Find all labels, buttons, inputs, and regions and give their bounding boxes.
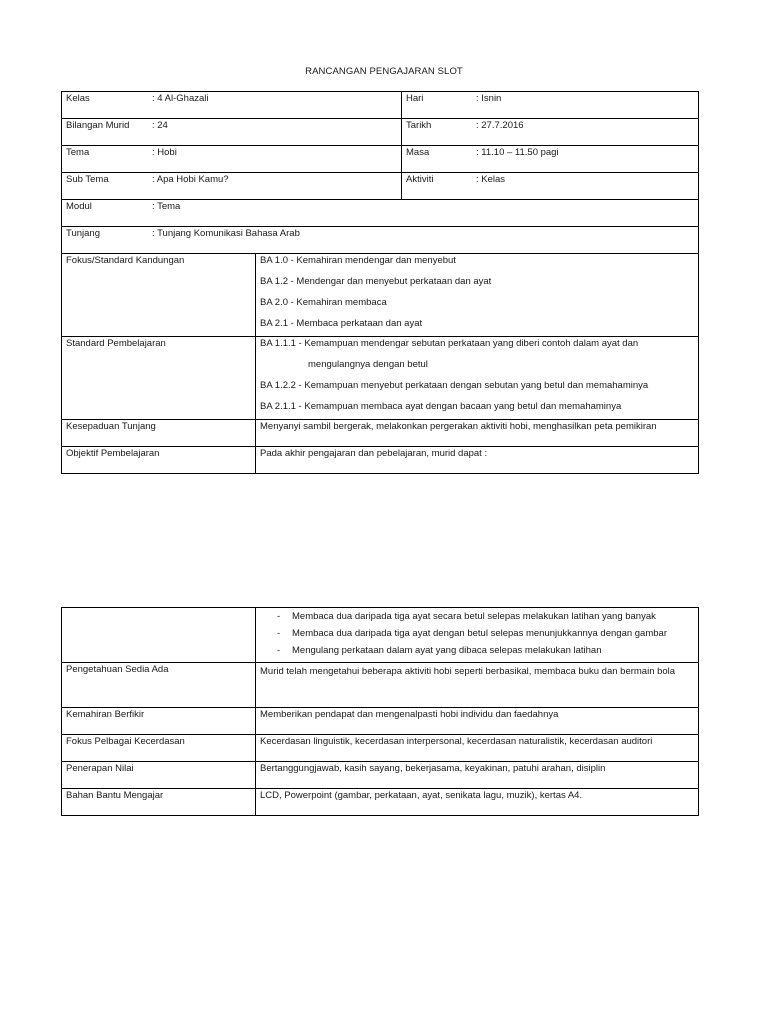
tarikh-label: Tarikh — [406, 120, 432, 131]
row-fokus — [62, 254, 699, 337]
row-kemahiran — [62, 708, 699, 735]
row-objektif-list — [62, 608, 699, 663]
row-tunjang — [62, 227, 699, 254]
row-bilangan-tarikh — [62, 119, 699, 146]
aktiviti-value: : Kelas — [476, 174, 506, 185]
objektif-list — [256, 608, 699, 663]
tunjang-value: : Tunjang Komunikasi Bahasa Arab — [152, 228, 300, 239]
fokus-label: Fokus/Standard Kandungan — [62, 254, 256, 337]
cell-hari — [402, 92, 699, 119]
hari-value: : Isnin — [476, 93, 502, 104]
objektif-label: Objektif Pembelajaran — [62, 447, 256, 474]
kelas-value: : 4 Al-Ghazali — [152, 93, 209, 104]
cell-bilangan — [62, 119, 402, 146]
objektif-value: Pada akhir pengajaran dan pebelajaran, murid dapat : — [256, 447, 699, 474]
tarikh-value: : 27.7.2016 — [476, 120, 524, 131]
nilai-value: Bertanggungjawab, kasih sayang, bekerjasama, keyakinan, patuhi arahan, disiplin — [256, 762, 699, 789]
pengetahuan-label: Pengetahuan Sedia Ada — [62, 663, 256, 708]
row-kesepaduan — [62, 420, 699, 447]
pengetahuan-value: Murid telah mengetahui beberapa aktiviti hobi seperti berbasikal, membaca buku dan bermain bola — [256, 663, 699, 708]
tema-value: : Hobi — [152, 147, 177, 158]
kecerdasan-value: Kecerdasan linguistik, kecerdasan interpersonal, kecerdasan naturalistik, kecerdasan auditori — [256, 735, 699, 762]
bilangan-value: : 24 — [152, 120, 168, 131]
row-kecerdasan — [62, 735, 699, 762]
cell-subtema — [62, 173, 402, 200]
objektif-item: - Mengulang perkataan dalam ayat yang dibaca selepas melakukan latihan — [277, 645, 602, 656]
bahan-label: Bahan Bantu Mengajar — [62, 789, 256, 816]
lesson-plan-table-bottom — [61, 607, 699, 816]
row-kelas-hari — [62, 92, 699, 119]
objektif-item: - Membaca dua daripada tiga ayat secara betul selepas melakukan latihan yang banyak — [277, 611, 656, 622]
nilai-label: Penerapan Nilai — [62, 762, 256, 789]
kesepaduan-label: Kesepaduan Tunjang — [62, 420, 256, 447]
modul-label: Modul — [66, 201, 92, 212]
lesson-plan-table-top — [61, 91, 699, 474]
row-objektif — [62, 447, 699, 474]
bullet-dash: - — [277, 645, 281, 656]
kemahiran-label: Kemahiran Berfikir — [62, 708, 256, 735]
cell-tunjang — [62, 227, 699, 254]
bullet-dash: - — [277, 611, 281, 622]
bullet-dash: - — [277, 628, 281, 639]
row-standard — [62, 337, 699, 420]
masa-value: : 11.10 – 11.50 pagi — [476, 147, 559, 158]
aktiviti-label: Aktiviti — [406, 174, 434, 185]
tema-label: Tema — [66, 147, 90, 158]
standard-item: BA 2.1.1 - Kemampuan membaca ayat dengan bacaan yang betul dan memahaminya — [260, 401, 622, 412]
row-pengetahuan — [62, 663, 699, 708]
row-tema-masa — [62, 146, 699, 173]
fokus-item: BA 1.0 - Kemahiran mendengar dan menyebut — [260, 255, 456, 266]
row-modul — [62, 200, 699, 227]
fokus-content — [256, 254, 699, 337]
cell-modul — [62, 200, 699, 227]
standard-item: BA 1.1.1 - Kemampuan mendengar sebutan perkataan yang diberi contoh dalam ayat dan — [260, 338, 639, 349]
standard-item-continued: mengulangnya dengan betul — [308, 359, 428, 370]
cell-tarikh — [402, 119, 699, 146]
hari-label: Hari — [406, 93, 424, 104]
cell-tema — [62, 146, 402, 173]
objektif-item: - Membaca dua daripada tiga ayat dengan betul selepas menunjukkannya dengan gambar — [277, 628, 667, 639]
tunjang-label: Tunjang — [66, 228, 100, 239]
kesepaduan-value: Menyanyi sambil bergerak, melakonkan pergerakan aktiviti hobi, menghasilkan peta pemikiran — [256, 420, 699, 447]
modul-value: : Tema — [152, 201, 181, 212]
document-title: RANCANGAN PENGAJARAN SLOT — [305, 66, 463, 77]
row-bahan — [62, 789, 699, 816]
cell-masa — [402, 146, 699, 173]
kecerdasan-label: Fokus Pelbagai Kecerdasan — [62, 735, 256, 762]
masa-label: Masa — [406, 147, 430, 158]
kelas-label: Kelas — [66, 93, 90, 104]
subtema-label: Sub Tema — [66, 174, 109, 185]
bilangan-label: Bilangan Murid — [66, 120, 130, 131]
cell-aktiviti — [402, 173, 699, 200]
standard-item: BA 1.2.2 - Kemampuan menyebut perkataan dengan sebutan yang betul dan memahaminya — [260, 380, 649, 391]
row-subtema-aktiviti — [62, 173, 699, 200]
objektif-continued-label — [62, 608, 256, 663]
standard-content — [256, 337, 699, 420]
fokus-item: BA 1.2 - Mendengar dan menyebut perkataan dan ayat — [260, 276, 492, 287]
row-nilai — [62, 762, 699, 789]
fokus-item: BA 2.0 - Kemahiran membaca — [260, 297, 387, 308]
bahan-value: LCD, Powerpoint (gambar, perkataan, ayat, senikata lagu, muzik), kertas A4. — [256, 789, 699, 816]
standard-label: Standard Pembelajaran — [62, 337, 256, 420]
kemahiran-value: Memberikan pendapat dan mengenalpasti hobi individu dan faedahnya — [256, 708, 699, 735]
subtema-value: : Apa Hobi Kamu? — [152, 174, 229, 185]
fokus-item: BA 2.1 - Membaca perkataan dan ayat — [260, 318, 423, 329]
cell-kelas — [62, 92, 402, 119]
